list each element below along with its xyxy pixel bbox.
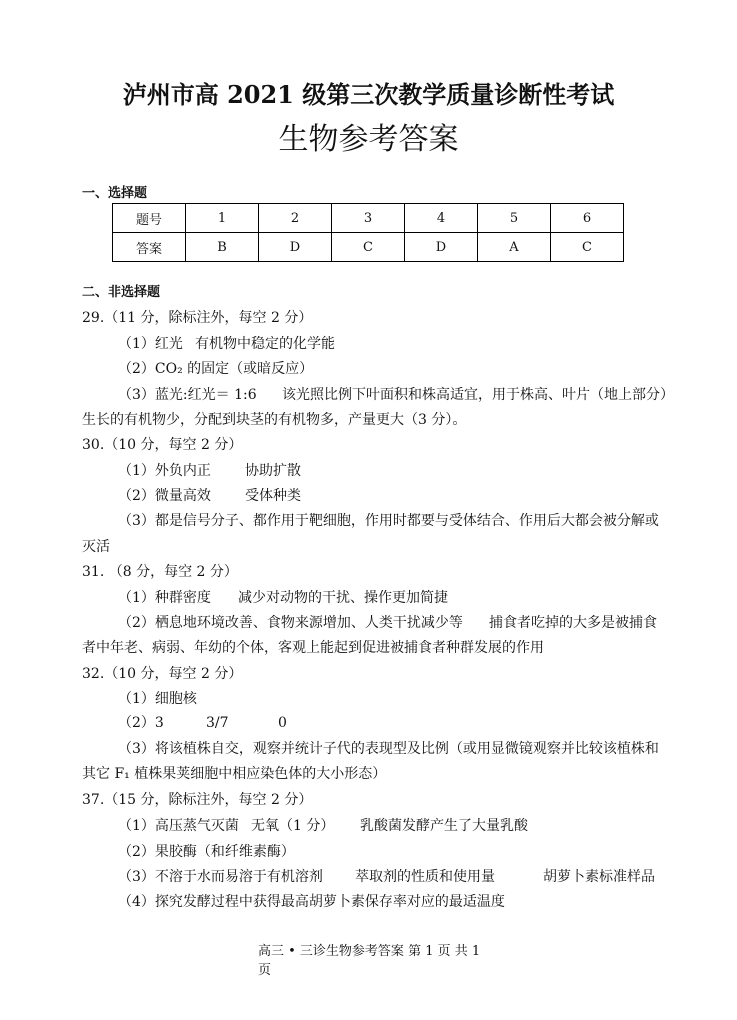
table-cell: 6 [550, 204, 623, 233]
page-footer-wrap: 页 [258, 963, 272, 978]
answer-text: （1）高压蒸气灭菌 [118, 818, 239, 834]
answer-text: （1）红光 [118, 336, 183, 352]
table-cell: 4 [405, 204, 478, 233]
section2-heading: 二、非选择题 [82, 285, 161, 300]
document-subtitle: 生物参考答案 [278, 122, 459, 157]
answer-text: （2）栖息地环境改善、食物来源增加、人类干扰减少等 [118, 615, 463, 631]
answer-text: 有机物中稳定的化学能 [195, 336, 335, 352]
q30-header: 30.（10 分，每空 2 分） [82, 437, 243, 453]
answer-text: （2）3 [118, 715, 164, 731]
answer-text: 萃取剂的性质和使用量 [355, 869, 495, 885]
answer-text: （4）探究发酵过程中获得最高胡萝卜素保存率对应的最适温度 [118, 894, 505, 910]
answer-text: （1）外负内正 [118, 463, 211, 479]
answer-text: 受体种类 [245, 488, 301, 504]
q29-header: 29.（11 分，除标注外，每空 2 分） [82, 310, 313, 326]
section1-heading: 一、选择题 [82, 186, 148, 201]
table-cell: B [186, 233, 259, 262]
table-cell: 3 [332, 204, 405, 233]
answer-text: 捕食者吃掉的大多是被捕食 [489, 615, 657, 631]
answer-text: 乳酸菌发酵产生了大量乳酸 [360, 818, 528, 834]
answer-text: 减少对动物的干扰、操作更加简捷 [238, 590, 448, 606]
q37-header: 37.（15 分，除标注外，每空 2 分） [82, 792, 313, 808]
answer-text: （2）果胶酶（和纤维素酶） [118, 844, 295, 860]
answer-table [112, 203, 624, 262]
table-cell: C [550, 233, 623, 262]
answer-text: 协助扩散 [245, 463, 301, 479]
table-row [113, 204, 624, 233]
answer-text: 无氧（1 分） [251, 818, 335, 834]
answer-text: 其它 F₁ 植株果荚细胞中相应染色体的大小形态） [82, 766, 387, 782]
table-cell: 2 [259, 204, 332, 233]
q32-header: 32.（10 分，每空 2 分） [82, 666, 243, 682]
answer-text: 生长的有机物少，分配到块茎的有机物多，产量更大（3 分）。 [82, 412, 467, 428]
table-cell: D [405, 233, 478, 262]
answer-text: （3）不溶于水而易溶于有机溶剂 [118, 869, 323, 885]
table-cell: C [332, 233, 405, 262]
answer-text: 者中年老、病弱、年幼的个体，客观上能起到促进被捕食者种群发展的作用 [82, 640, 544, 656]
table-cell: 1 [186, 204, 259, 233]
table-cell: 5 [478, 204, 551, 233]
page-footer: 高三 • 三诊生物参考答案 第 1 页 共 1 [258, 944, 481, 959]
answer-text: （1）细胞核 [118, 691, 197, 707]
answer-text: （2）微量高效 [118, 488, 211, 504]
table-cell: D [259, 233, 332, 262]
q31-header: 31. （8 分，每空 2 分） [82, 564, 238, 580]
answer-text: 3/7 [206, 715, 229, 731]
answer-text: 胡萝卜素标准样品 [543, 869, 655, 885]
table-row [113, 233, 624, 262]
answer-text: 0 [278, 715, 287, 731]
answer-text: 灭活 [82, 539, 110, 555]
table-cell: A [478, 233, 551, 262]
document-title: 泸州市高 2021 级第三次教学质量诊断性考试 [122, 80, 615, 109]
answer-text: 该光照比例下叶面积和株高适宜，用于株高、叶片（地上部分） [282, 387, 674, 403]
answer-text: （3）将该植株自交，观察并统计子代的表现型及比例（或用显微镜观察并比较该植株和 [118, 741, 659, 757]
table-cell: 题号 [113, 204, 186, 233]
answer-text: （3）都是信号分子、都作用于靶细胞，作用时都要与受体结合、作用后大都会被分解或 [118, 513, 659, 529]
table-cell: 答案 [113, 233, 186, 262]
answer-text: （2）CO₂ 的固定（或暗反应） [118, 361, 314, 377]
answer-text: （1）种群密度 [118, 590, 211, 606]
answer-text: （3）蓝光:红光＝ 1:6 [118, 387, 257, 403]
